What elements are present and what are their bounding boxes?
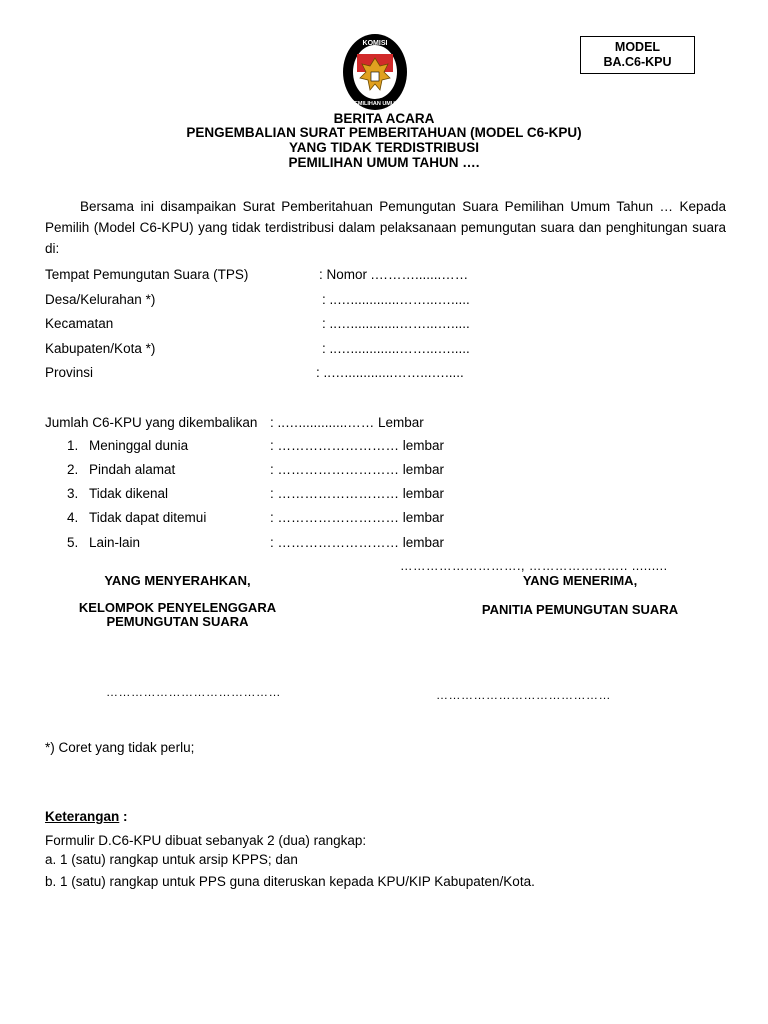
title-line-2: PENGEMBALIAN SURAT PEMBERITAHUAN (MODEL C6-KPU) (186, 125, 582, 140)
title-line-1: BERITA ACARA (333, 111, 435, 126)
reason-value: : ……………………… lembar (270, 535, 445, 550)
keterangan-line-3: b. 1 (satu) rangkap untuk PPS guna diteruskan kepada KPU/KIP Kabupaten/Kota. (45, 874, 535, 889)
reason-value: : ……………………… lembar (270, 486, 445, 501)
jumlah-value: : ..….............…… Lembar (270, 415, 424, 430)
keterangan-line-2: a. 1 (satu) rangkap untuk arsip KPPS; dan (45, 852, 298, 867)
logo-top-text: KOMISI (362, 40, 388, 47)
left-signature-line: …………………………………… (106, 685, 281, 699)
model-label: MODEL (614, 40, 661, 54)
field-value-tps: : Nomor .……….......…… (319, 267, 469, 282)
model-code-box (580, 36, 695, 74)
reason-value: : ……………………… lembar (270, 510, 445, 525)
field-value-desa: : ..….............……...…..... (322, 292, 470, 307)
field-value-provinsi: : ..….............……...…..... (316, 365, 464, 380)
title-line-4: PEMILIHAN UMUM TAHUN …. (288, 155, 480, 170)
left-signature-org-line-2: PEMUNGUTAN SUARA (106, 614, 249, 629)
right-signature-line: …………………………………… (436, 688, 611, 702)
field-label-kecamatan: Kecamatan (45, 316, 114, 331)
field-label-tps: Tempat Pemungutan Suara (TPS) (45, 267, 249, 282)
reason-value: : ……………………… lembar (270, 438, 445, 453)
reason-label: Meninggal dunia (89, 438, 189, 453)
logo-bottom-text: PEMILIHAN UMUM (350, 101, 400, 107)
field-label-provinsi: Provinsi (45, 365, 94, 380)
field-value-kabupaten: : ..….............……...…..... (322, 341, 470, 356)
field-value-kecamatan: : ..….............……...…..... (322, 316, 470, 331)
field-label-kabupaten: Kabupaten/Kota *) (45, 341, 156, 356)
footnote: *) Coret yang tidak perlu; (45, 740, 195, 755)
reason-value: : ……………………… lembar (270, 462, 445, 477)
reason-number: 5. (67, 535, 79, 550)
keterangan-colon: : (119, 809, 128, 824)
reason-number: 4. (67, 510, 79, 525)
right-signature-title: YANG MENERIMA, (522, 573, 638, 588)
left-signature-org-line-1: KELOMPOK PENYELENGGARA (78, 600, 277, 615)
reason-label: Pindah alamat (89, 462, 176, 477)
field-label-desa: Desa/Kelurahan *) (45, 292, 156, 307)
place-date-line: ………………………., ………………….. ......... (400, 559, 668, 573)
reason-label: Tidak dikenal (89, 486, 169, 501)
left-signature-title: YANG MENYERAHKAN, (104, 573, 251, 588)
intro-paragraph: Bersama ini disampaikan Surat Pemberitahuan Pemungutan Suara Pemilihan Umum Tahun … Kepada Pemilih (Model C6-KPU) yang tidak terdistribusi dalam pelaksanaan pemungutan suara dan penghitungan suara di: (45, 199, 726, 256)
kpu-emblem-icon (340, 32, 410, 112)
reason-label: Tidak dapat ditemui (89, 510, 207, 525)
keterangan-heading-text: Keterangan (45, 809, 120, 824)
keterangan-heading (45, 809, 128, 824)
reason-number: 3. (67, 486, 79, 501)
reason-label: Lain-lain (89, 535, 141, 550)
reason-number: 2. (67, 462, 79, 477)
title-line-3: YANG TIDAK TERDISTRIBUSI (288, 140, 479, 155)
model-code: BA.C6-KPU (603, 55, 672, 69)
kpu-logo (340, 32, 410, 112)
right-signature-org: PANITIA PEMUNGUTAN SUARA (481, 602, 679, 617)
jumlah-label: Jumlah C6-KPU yang dikembalikan (45, 415, 258, 430)
keterangan-line-1: Formulir D.C6-KPU dibuat sebanyak 2 (dua) rangkap: (45, 833, 367, 848)
reason-number: 1. (67, 438, 79, 453)
